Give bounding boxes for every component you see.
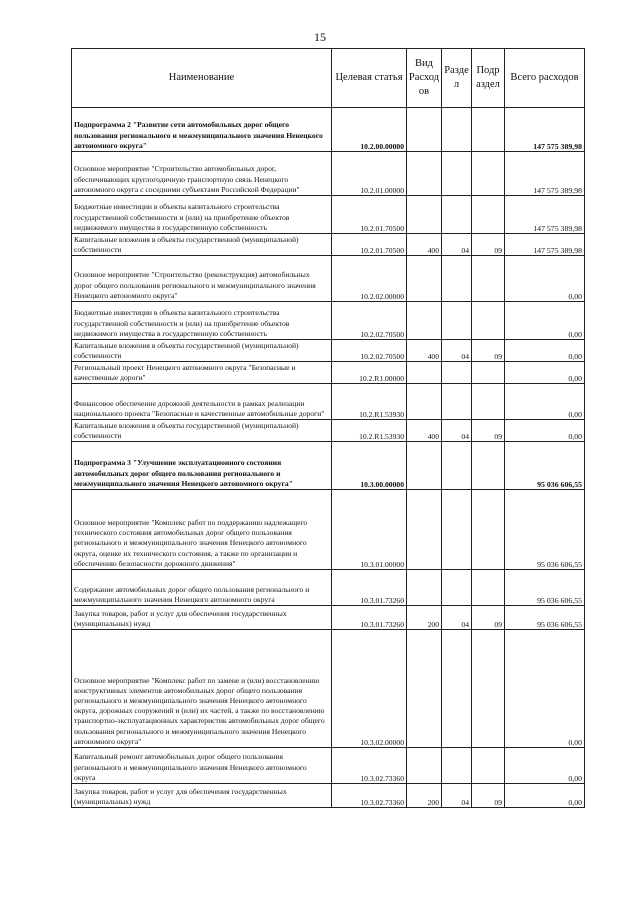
subsection-cell <box>472 362 505 384</box>
total-amount-cell: 0,00 <box>505 302 585 340</box>
subsection-cell: 09 <box>472 234 505 256</box>
table-row <box>72 420 585 442</box>
table-row <box>72 362 585 384</box>
subsection-cell: 09 <box>472 420 505 442</box>
target-article-cell: 10.3.02.73360 <box>332 784 407 808</box>
target-article-cell: 10.3.01.00000 <box>332 490 407 570</box>
target-article-cell: 10.3.02.73360 <box>332 748 407 784</box>
total-amount-cell: 95 036 606,55 <box>505 490 585 570</box>
total-amount-cell: 0,00 <box>505 384 585 420</box>
total-amount-cell: 0,00 <box>505 420 585 442</box>
row-name: Закупка товаров, работ и услуг для обеспечения государственных (муниципальных) нужд <box>72 784 332 808</box>
subsection-cell <box>472 302 505 340</box>
section-cell <box>442 108 472 152</box>
target-article-cell: 10.2.01.00000 <box>332 152 407 196</box>
table-row <box>72 302 585 340</box>
target-article-cell: 10.3.01.73260 <box>332 570 407 606</box>
header-expense-kind: Вид Расход ов <box>407 49 442 108</box>
table-row <box>72 256 585 302</box>
total-amount-cell: 0,00 <box>505 362 585 384</box>
target-article-cell: 10.2.02.00000 <box>332 256 407 302</box>
subsection-cell <box>472 108 505 152</box>
expense-kind-cell <box>407 748 442 784</box>
row-name: Региональный проект Ненецкого автономного округа "Безопасные и качественные дороги" <box>72 362 332 384</box>
target-article-cell: 10.3.02.00000 <box>332 630 407 748</box>
total-amount-cell: 95 036 606,55 <box>505 442 585 490</box>
table-row <box>72 108 585 152</box>
table-row <box>72 234 585 256</box>
budget-table <box>71 48 585 808</box>
row-name: Основное мероприятие "Строительство (реконструкция) автомобильных дорог общего пользования регионального и межмуниципального значения Ненецкого автономного округа" <box>72 256 332 302</box>
row-name: Капитальные вложения в объекты государственной (муниципальной) собственности <box>72 420 332 442</box>
total-amount-cell: 95 036 606,55 <box>505 570 585 606</box>
expense-kind-cell <box>407 490 442 570</box>
table-row <box>72 152 585 196</box>
section-cell: 04 <box>442 420 472 442</box>
target-article-cell: 10.2.R1.53930 <box>332 420 407 442</box>
subsection-cell <box>472 384 505 420</box>
header-section: Разде л <box>442 49 472 108</box>
row-name: Финансовое обеспечение дорожной деятельности в рамках реализации национального проекта "Безопасные и качественные автомобильные дороги" <box>72 384 332 420</box>
subsection-cell <box>472 490 505 570</box>
subsection-cell <box>472 748 505 784</box>
expense-kind-cell: 200 <box>407 606 442 630</box>
total-amount-cell: 0,00 <box>505 256 585 302</box>
target-article-cell: 10.2.01.70500 <box>332 196 407 234</box>
section-cell <box>442 256 472 302</box>
subsection-cell <box>472 442 505 490</box>
row-name: Капитальные вложения в объекты государственной (муниципальной) собственности <box>72 234 332 256</box>
expense-kind-cell: 400 <box>407 340 442 362</box>
section-cell: 04 <box>442 606 472 630</box>
subsection-cell <box>472 196 505 234</box>
header-target-article: Целевая статья <box>332 49 407 108</box>
section-cell <box>442 442 472 490</box>
expense-kind-cell <box>407 570 442 606</box>
expense-kind-cell <box>407 256 442 302</box>
total-amount-cell: 0,00 <box>505 784 585 808</box>
target-article-cell: 10.3.01.73260 <box>332 606 407 630</box>
expense-kind-cell: 400 <box>407 420 442 442</box>
expense-kind-cell <box>407 630 442 748</box>
total-amount-cell: 0,00 <box>505 748 585 784</box>
target-article-cell: 10.2.01.70500 <box>332 234 407 256</box>
table-row <box>72 630 585 748</box>
section-cell: 04 <box>442 340 472 362</box>
section-cell <box>442 196 472 234</box>
row-name: Подпрограмма 2 "Развитие сети автомобильных дорог общего пользования регионального и межмуниципального значения Ненецкого автономного округа" <box>72 108 332 152</box>
expense-kind-cell <box>407 108 442 152</box>
expense-kind-cell <box>407 302 442 340</box>
expense-kind-cell <box>407 196 442 234</box>
section-cell <box>442 152 472 196</box>
target-article-cell: 10.2.00.00000 <box>332 108 407 152</box>
section-cell <box>442 748 472 784</box>
table-row <box>72 442 585 490</box>
expense-kind-cell <box>407 362 442 384</box>
section-cell <box>442 302 472 340</box>
row-name: Закупка товаров, работ и услуг для обеспечения государственных (муниципальных) нужд <box>72 606 332 630</box>
target-article-cell: 10.2.02.70500 <box>332 340 407 362</box>
section-cell <box>442 362 472 384</box>
section-cell: 04 <box>442 234 472 256</box>
table-row <box>72 748 585 784</box>
subsection-cell <box>472 152 505 196</box>
target-article-cell: 10.2.02.70500 <box>332 302 407 340</box>
expense-kind-cell <box>407 152 442 196</box>
expense-kind-cell <box>407 442 442 490</box>
target-article-cell: 10.2.R1.53930 <box>332 384 407 420</box>
total-amount-cell: 0,00 <box>505 630 585 748</box>
table-row <box>72 196 585 234</box>
section-cell <box>442 630 472 748</box>
row-name: Основное мероприятие "Комплекс работ по замене и (или) восстановлению конструктивных элементов автомобильных дорог общего пользования регионального и межмуниципального значения Ненецкого автономного округа, дорожных сооружений и (или) их частей, а также по восстановлению транспортно-эксплуатационных характеристик автомобильных дорог общего пользования регионального и межмуниципального значения Ненецкого автономного округа" <box>72 630 332 748</box>
header-total: Всего расходов <box>505 49 585 108</box>
page-number: 15 <box>314 30 326 44</box>
section-cell <box>442 384 472 420</box>
section-cell: 04 <box>442 784 472 808</box>
target-article-cell: 10.2.R1.00000 <box>332 362 407 384</box>
target-article-cell: 10.3.00.00000 <box>332 442 407 490</box>
expense-kind-cell: 200 <box>407 784 442 808</box>
section-cell <box>442 490 472 570</box>
row-name: Подпрограмма 3 "Улучшение эксплуатационного состояния автомобильных дорог общего пользования регионального и межмуниципального значения Ненецкого автономного округа" <box>72 442 332 490</box>
expense-kind-cell <box>407 384 442 420</box>
total-amount-cell: 95 036 606,55 <box>505 606 585 630</box>
table-row <box>72 606 585 630</box>
row-name: Содержание автомобильных дорог общего пользования регионального и межмуниципального значения Ненецкого автономного округа <box>72 570 332 606</box>
row-name: Основное мероприятие "Строительство автомобильных дорог, обеспечивающих круглогодичную транспортную связь Ненецкого автономного округа с соседними субъектами Российской Федерации" <box>72 152 332 196</box>
table-row <box>72 490 585 570</box>
subsection-cell: 09 <box>472 340 505 362</box>
total-amount-cell: 147 575 389,98 <box>505 196 585 234</box>
row-name: Капитальные вложения в объекты государственной (муниципальной) собственности <box>72 340 332 362</box>
total-amount-cell: 0,00 <box>505 340 585 362</box>
subsection-cell: 09 <box>472 606 505 630</box>
section-cell <box>442 570 472 606</box>
header-name: Наименование <box>72 49 332 108</box>
subsection-cell <box>472 570 505 606</box>
subsection-cell <box>472 630 505 748</box>
row-name: Бюджетные инвестиции в объекты капитального строительства государственной собственности и (или) на приобретение объектов недвижимого имущества в государственную собственность <box>72 196 332 234</box>
table-row <box>72 784 585 808</box>
total-amount-cell: 147 575 389,98 <box>505 108 585 152</box>
table-row <box>72 340 585 362</box>
total-amount-cell: 147 575 389,98 <box>505 234 585 256</box>
subsection-cell <box>472 256 505 302</box>
row-name: Капитальный ремонт автомобильных дорог общего пользования регионального и межмуниципального значения Ненецкого автономного округа <box>72 748 332 784</box>
expense-kind-cell: 400 <box>407 234 442 256</box>
header-row <box>72 49 585 108</box>
row-name: Бюджетные инвестиции в объекты капитального строительства государственной собственности и (или) на приобретение объектов недвижимого имущества в государственную собственность <box>72 302 332 340</box>
subsection-cell: 09 <box>472 784 505 808</box>
table-row <box>72 384 585 420</box>
header-subsection: Подр аздел <box>472 49 505 108</box>
table-row <box>72 570 585 606</box>
row-name: Основное мероприятие "Комплекс работ по поддержанию надлежащего технического состояния автомобильных дорог общего пользования регионального и межмуниципального значения Ненецкого автономного округа, оценке их технического состояния, а также по организации и обеспечению безопасности дорожного движения" <box>72 490 332 570</box>
total-amount-cell: 147 575 389,98 <box>505 152 585 196</box>
